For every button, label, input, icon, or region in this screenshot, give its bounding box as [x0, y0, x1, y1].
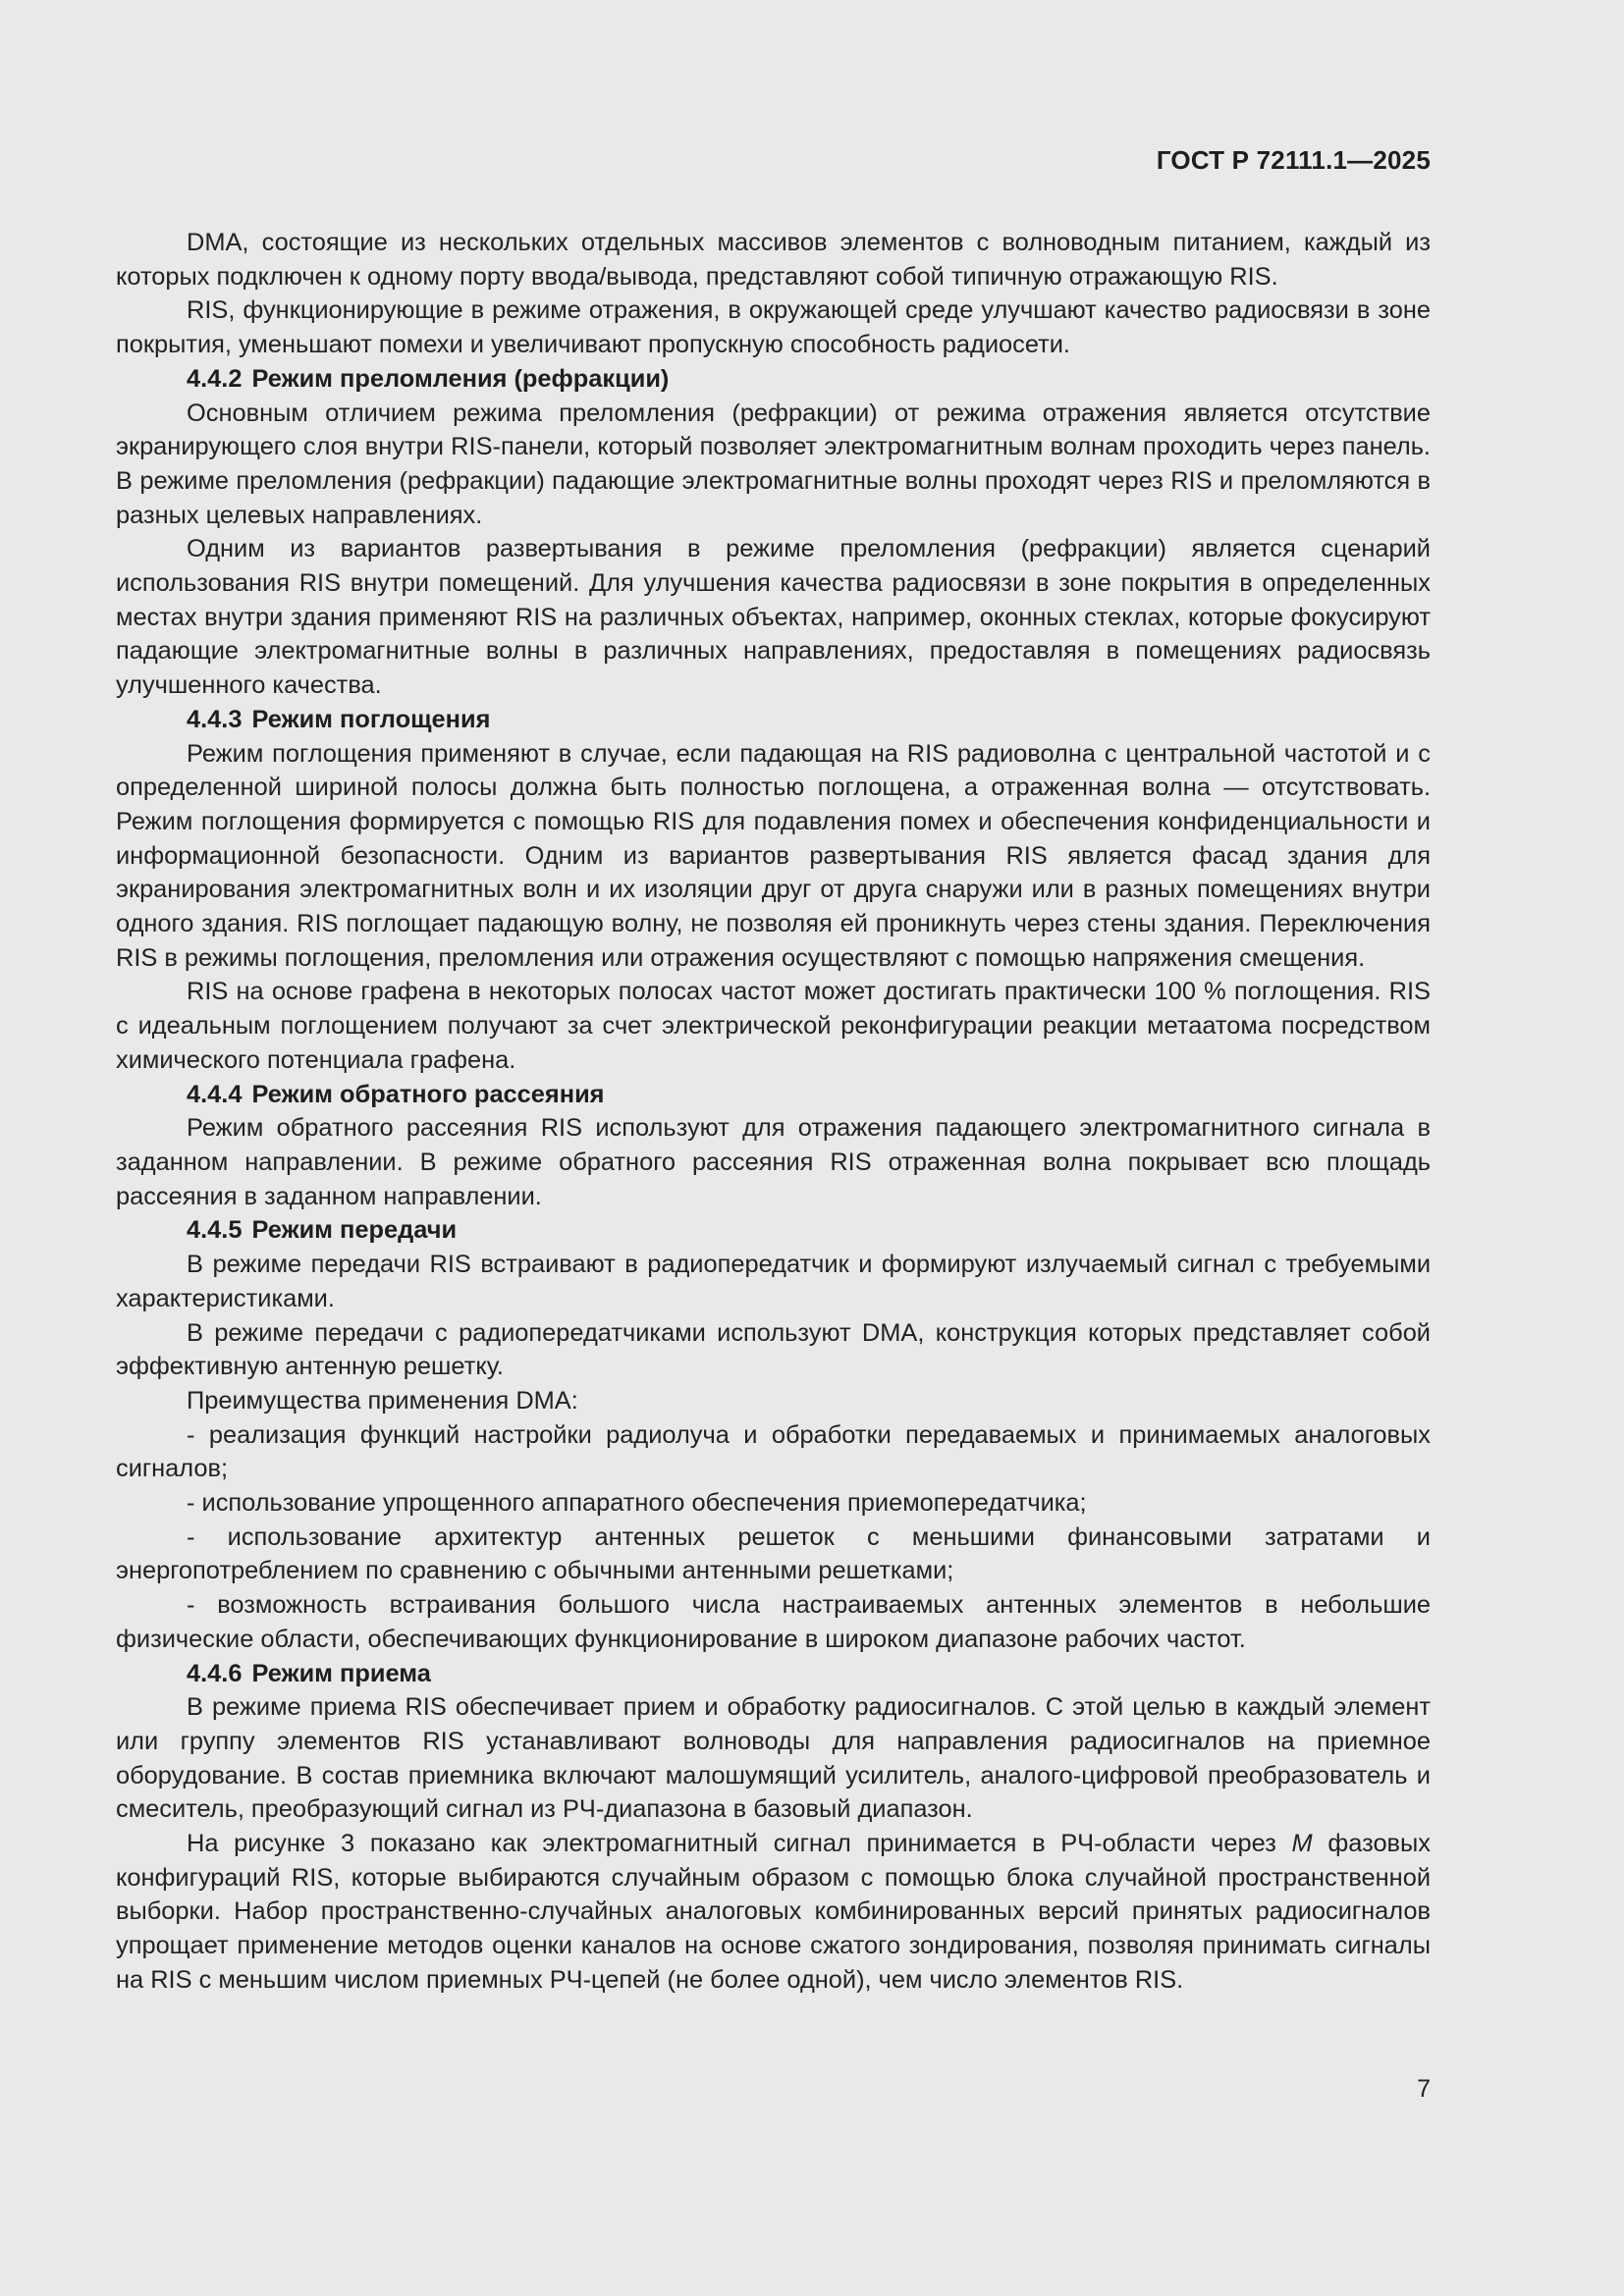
paragraph: В режиме передачи с радиопередатчиками используют DMA, конструкция которых представляет собой эффективную антенную решетку.	[116, 1318, 1431, 1381]
list-item: - реализация функций настройки радиолуча и обработки передаваемых и принимаемых аналоговых сигналов;	[116, 1420, 1431, 1483]
section-number: 4.4.6	[187, 1659, 243, 1687]
section-number: 4.4.4	[187, 1080, 243, 1108]
section-number: 4.4.2	[187, 364, 243, 393]
section-title: Режим приема	[251, 1659, 431, 1687]
list-item: - использование архитектур антенных решеток с меньшими финансовыми затратами и энергопотреблением по сравнению с обычными антенными решетками;	[116, 1522, 1431, 1585]
paragraph: Основным отличием режима преломления (рефракции) от режима отражения является отсутствие экранирующего слоя внутри RIS-панели, который позволяет электромагнитным волнам проходить через панель. В режиме преломления (рефракции) падающие электромагнитные волны проходят через RIS и преломляются в разных целевых направлениях.	[116, 399, 1431, 529]
section-number: 4.4.5	[187, 1216, 243, 1245]
variable-m: M	[1291, 1830, 1313, 1858]
section-number: 4.4.3	[187, 705, 243, 733]
paragraph: Режим обратного рассеяния RIS используют для отражения падающего электромагнитного сигнала в заданном направлении. В режиме обратного рассеяния RIS отраженная волна покрывает всю площадь рассеяния в заданном направлении.	[116, 1114, 1431, 1210]
section-title: Режим передачи	[251, 1216, 458, 1245]
section-heading-4-4-2	[116, 362, 1431, 397]
list-item: - использование упрощенного аппаратного обеспечения приемопередатчика;	[187, 1489, 1087, 1518]
paragraph: DMA, состоящие из нескольких отдельных массивов элементов с волноводным питанием, каждый из которых подключен к одному порту ввода/вывода, представляют собой типичную отражающую RIS.	[116, 229, 1431, 291]
section-heading-4-4-6	[116, 1657, 1431, 1691]
paragraph: RIS, функционирующие в режиме отражения, в окружающей среде улучшают качество радиосвязи в зоне покрытия, уменьшают помехи и увеличивают пропускную способность радиосети.	[116, 296, 1431, 359]
section-title: Режим поглощения	[251, 705, 491, 733]
paragraph-text: На рисунке 3 показано как электромагнитный сигнал принимается в РЧ-области через	[187, 1830, 1292, 1858]
document-body	[116, 226, 1431, 1998]
section-heading-4-4-4	[116, 1078, 1431, 1112]
paragraph	[116, 1827, 1431, 1998]
section-heading-4-4-5	[116, 1213, 1431, 1248]
section-heading-4-4-3	[116, 703, 1431, 737]
paragraph: Режим поглощения применяют в случае, если падающая на RIS радиоволна с центральной частотой и с определенной шириной полосы должна быть полностью поглощена, а отраженная волна — отсутствовать. Режим поглощения формируется с помощью RIS для подавления помех и обеспечения конфиденциальности и информационной безопасности. Одним из вариантов развертывания RIS является фасад здания для экранирования электромагнитных волн и их изоляции друг от друга снаружи или в разных помещениях внутри одного здания. RIS поглощает падающую волну, не позволяя ей проникнуть через стены здания. Переключения RIS в режимы поглощения, преломления или отражения осуществляют с помощью напряжения смещения.	[116, 739, 1431, 972]
list-item: - возможность встраивания большого числа настраиваемых антенных элементов в небольшие физические области, обеспечивающих функционирование в широком диапазоне рабочих частот.	[116, 1591, 1431, 1653]
section-title: Режим обратного рассеяния	[251, 1080, 605, 1108]
paragraph: В режиме приема RIS обеспечивает прием и обработку радиосигналов. С этой целью в каждый элемент или группу элементов RIS устанавливают волноводы для направления радиосигналов на приемное оборудование. В состав приемника включают малошумящий усилитель, аналого-цифровой преобразователь и смеситель, преобразующий сигнал из РЧ-диапазона в базовый диапазон.	[116, 1693, 1431, 1824]
paragraph: RIS на основе графена в некоторых полосах частот может достигать практически 100 % поглощения. RIS с идеальным поглощением получают за счет электрической реконфигурации реакции метаатома посредством химического потенциала графена.	[116, 978, 1431, 1074]
paragraph: Одним из вариантов развертывания в режиме преломления (рефракции) является сценарий использования RIS внутри помещений. Для улучшения качества радиосвязи в зоне покрытия в определенных местах внутри здания применяют RIS на различных объектах, например, оконных стеклах, которые фокусируют падающие электромагнитные волны в различных направлениях, предоставляя в помещениях радиосвязь улучшенного качества.	[116, 535, 1431, 700]
paragraph: В режиме передачи RIS встраивают в радиопередатчик и формируют излучаемый сигнал с требуемыми характеристиками.	[116, 1251, 1431, 1312]
paragraph: Преимущества применения DMA:	[187, 1386, 578, 1415]
document-code-header: ГОСТ Р 72111.1—2025	[1156, 145, 1431, 175]
page-number: 7	[1417, 2075, 1431, 2103]
section-title: Режим преломления (рефракции)	[251, 364, 670, 393]
paragraph-text: фазовых конфигураций RIS, которые выбираются случайным образом с помощью блока случайной пространственной выборки. Набор пространственно-случайных аналоговых комбинированных версий принятых радиосигналов упрощает применение методов оценки каналов на основе сжатого зондирования, позволяя принимать сигналы на RIS с меньшим числом приемных РЧ-цепей (не более одной), чем число элементов RIS.	[116, 1830, 1431, 1994]
